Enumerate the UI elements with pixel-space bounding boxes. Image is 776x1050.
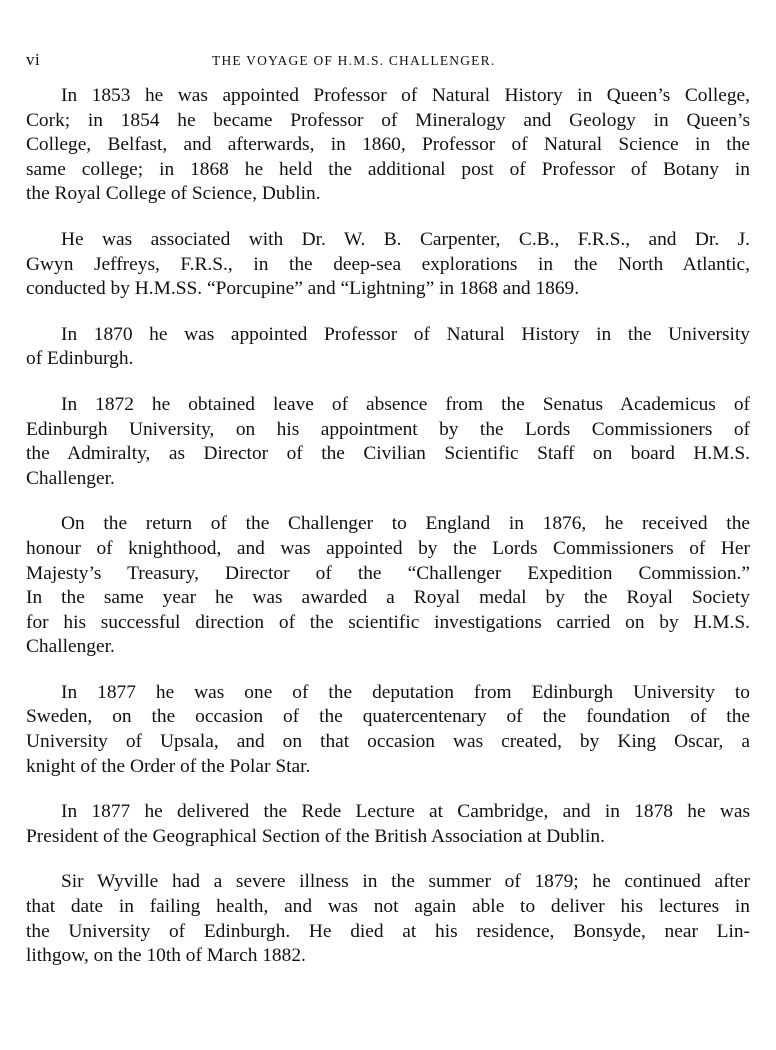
text-line: Sir Wyville had a severe illness in the summer of 1879; he continued after — [61, 871, 750, 893]
text-line: for his successful direction of the scientific investigations carried on by H.M.S. — [26, 611, 750, 633]
text-line: the University of Edinburgh. He died at his residence, Bonsyde, near Lin- — [26, 920, 750, 942]
paragraph-1879-illness-death — [26, 870, 750, 968]
text-line: President of the Geographical Section of the British Association at Dublin. — [26, 825, 605, 847]
paragraph-deep-sea-explorations — [26, 228, 750, 302]
text-line: Challenger. — [26, 636, 115, 658]
text-line: honour of knighthood, and was appointed by the Lords Commissioners of Her — [26, 537, 750, 559]
text-line: Sweden, on the occasion of the quatercentenary of the foundation of the — [26, 706, 750, 728]
text-line: that date in failing health, and was not again able to deliver his lectures in — [26, 896, 750, 918]
text-line: Challenger. — [26, 467, 115, 489]
text-line: In the same year he was awarded a Royal medal by the Royal Society — [26, 587, 750, 609]
text-line: the Admiralty, as Director of the Civilian Scientific Staff on board H.M.S. — [26, 443, 750, 465]
text-line: He was associated with Dr. W. B. Carpenter, C.B., F.R.S., and Dr. J. — [61, 228, 750, 250]
paragraph-1872-challenger-director — [26, 393, 750, 491]
text-line: Majesty’s Treasury, Director of the “Challenger Expedition Commission.” — [26, 562, 750, 584]
text-line: the Royal College of Science, Dublin. — [26, 183, 321, 205]
text-line: In 1877 he was one of the deputation from Edinburgh University to — [61, 681, 750, 703]
page-number: vi — [26, 50, 41, 69]
text-line: College, Belfast, and afterwards, in 1860, Professor of Natural Science in the — [26, 134, 750, 156]
text-line: In 1870 he was appointed Professor of Natural History in the University — [61, 323, 750, 345]
text-line: On the return of the Challenger to England in 1876, he received the — [61, 513, 750, 535]
text-line: In 1877 he delivered the Rede Lecture at Cambridge, and in 1878 he was — [61, 801, 750, 823]
text-line: In 1853 he was appointed Professor of Natural History in Queen’s College, — [61, 85, 750, 106]
text-line: Gwyn Jeffreys, F.R.S., in the deep-sea explorations in the North Atlantic, — [26, 253, 750, 275]
paragraph-1876-knighthood — [26, 512, 750, 660]
text-line: Edinburgh University, on his appointment by the Lords Commissioners of — [26, 418, 750, 440]
text-line: knight of the Order of the Polar Star. — [26, 755, 311, 777]
text-line: same college; in 1868 he held the additional post of Professor of Botany in — [26, 158, 750, 180]
paragraph-1877-rede-lecture — [26, 800, 750, 849]
book-page — [26, 50, 750, 990]
running-head — [26, 50, 750, 74]
paragraph-1877-upsala — [26, 681, 750, 779]
text-line: Cork; in 1854 he became Professor of Mineralogy and Geology in Queen’s — [26, 109, 750, 131]
running-title: THE VOYAGE OF H.M.S. CHALLENGER. — [212, 53, 496, 68]
text-line: conducted by H.M.SS. “Porcupine” and “Lightning” in 1868 and 1869. — [26, 278, 580, 300]
text-line: of Edinburgh. — [26, 348, 134, 370]
paragraph-1853-appointments — [26, 84, 750, 207]
paragraph-1870-edinburgh — [26, 323, 750, 372]
text-line: In 1872 he obtained leave of absence from the Senatus Academicus of — [61, 393, 750, 415]
text-line: University of Upsala, and on that occasion was created, by King Oscar, a — [26, 731, 750, 753]
text-line: lithgow, on the 10th of March 1882. — [26, 945, 306, 967]
